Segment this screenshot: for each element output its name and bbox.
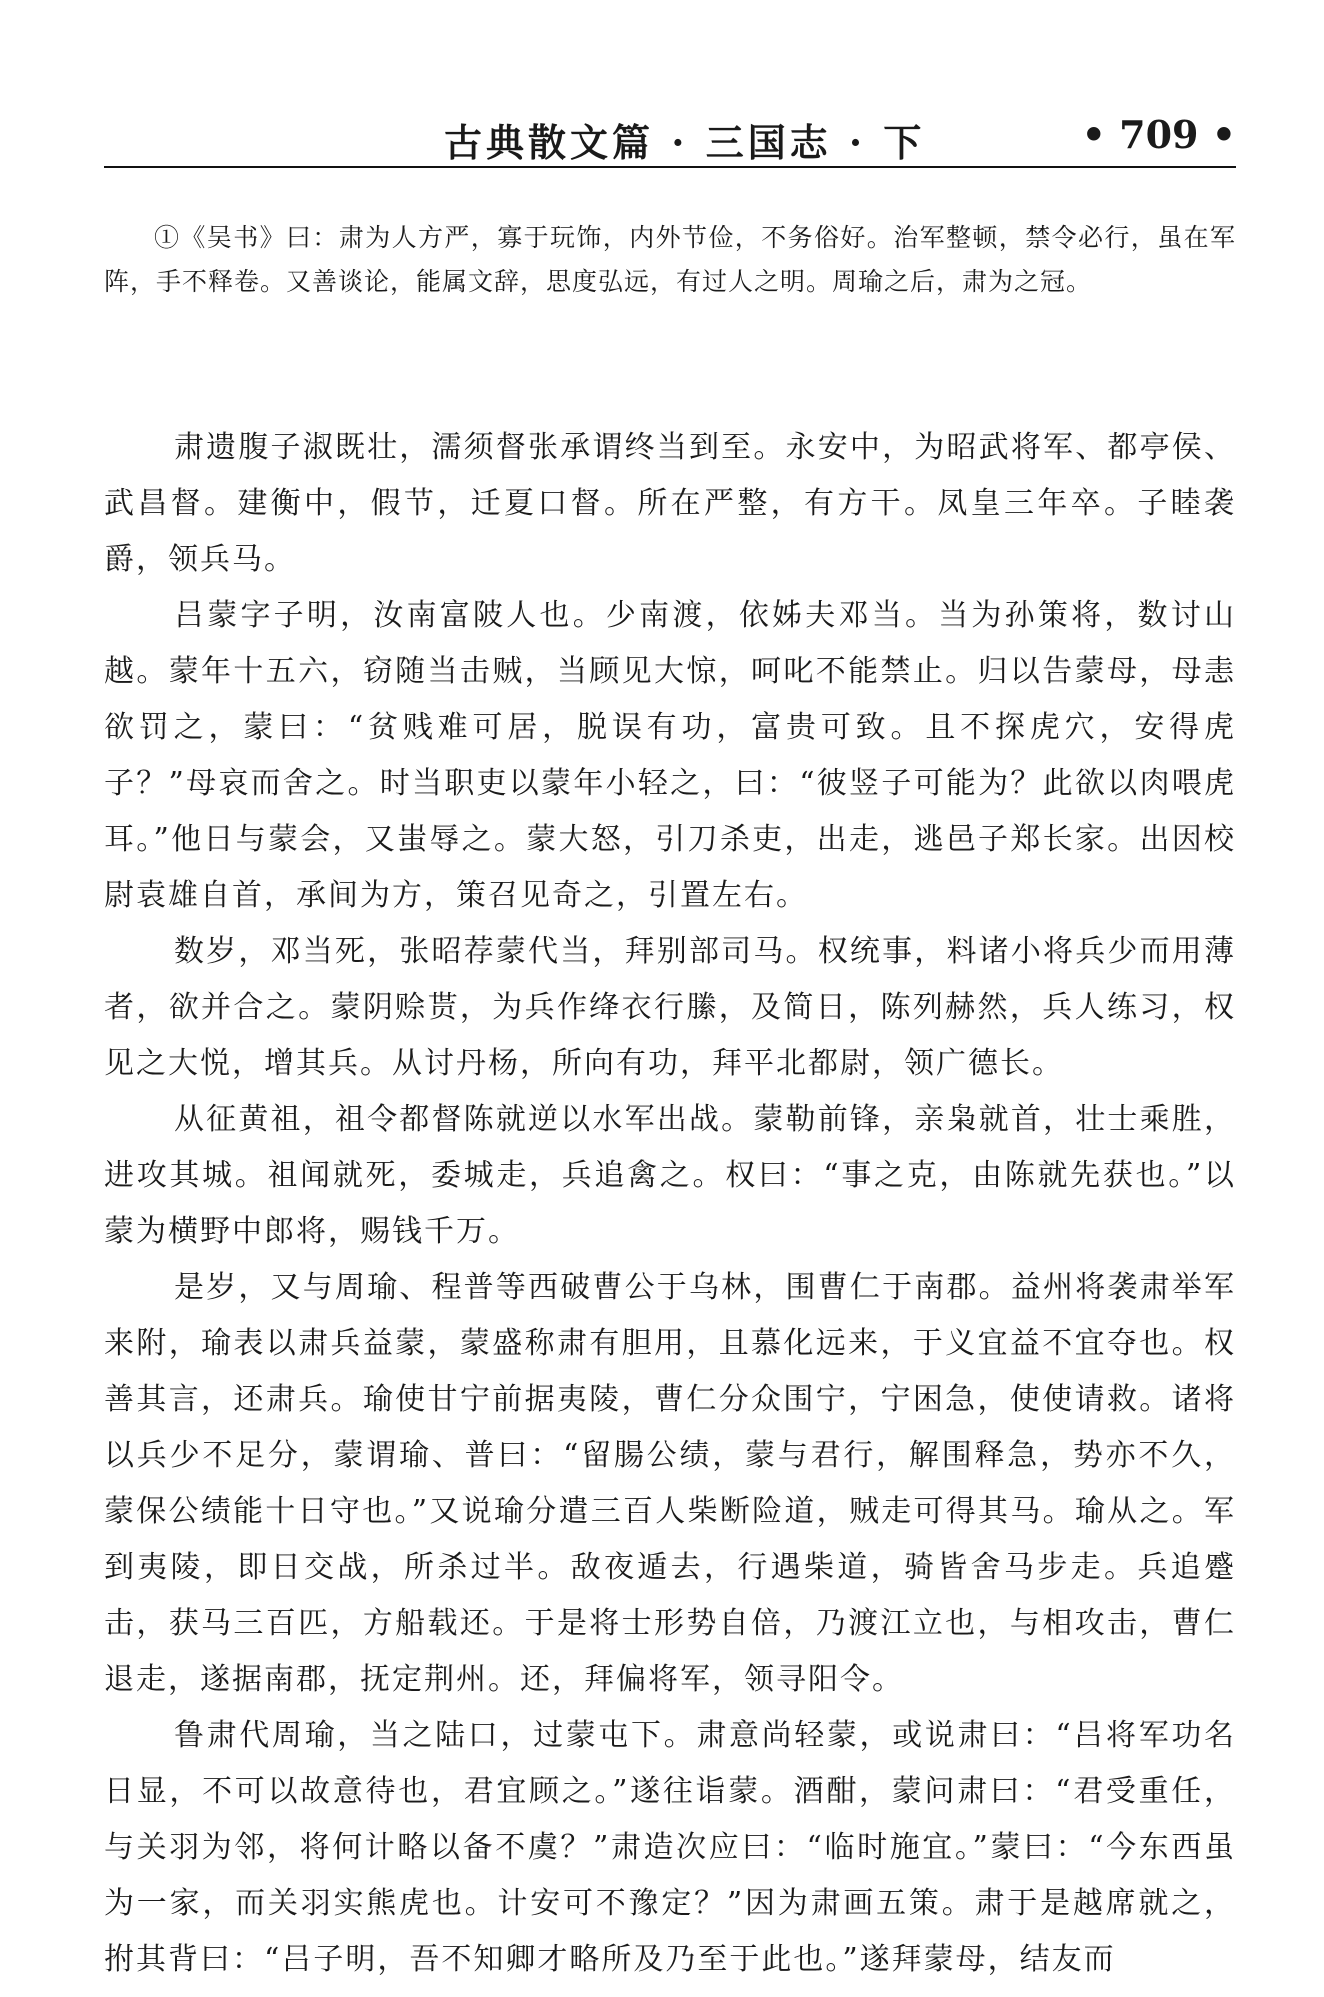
paragraph-2: 吕蒙字子明，汝南富陂人也。少南渡，依姊夫邓当。当为孙策将，数讨山越。蒙年十五六，窃随当击贼，当顾见大惊，呵叱不能禁止。归以告蒙母，母恚欲罚之，蒙曰：“贫贱难可居，脱误有功，富贵可致。且不探虎穴，安得虎子？”母哀而舍之。时当职吏以蒙年小轻之，曰：“彼竖子可能为？此欲以肉喂虎耳。”他日与蒙会，又蚩辱之。蒙大怒，引刀杀吏，出走，逃邑子郑长家。出因校尉袁雄自首，承间为方，策召见奇之，引置左右。 bbox=[104, 598, 1236, 913]
header-rule bbox=[104, 166, 1236, 168]
paragraph-6: 鲁肃代周瑜，当之陆口，过蒙屯下。肃意尚轻蒙，或说肃曰：“吕将军功名日显，不可以故意待也，君宜顾之。”遂往诣蒙。酒酣，蒙问肃曰：“君受重任，与关羽为邻，将何计略以备不虞？”肃造次应曰：“临时施宜。”蒙曰：“今东西虽为一家，而关羽实熊虎也。计安可不豫定？”因为肃画五策。肃于是越席就之，拊其背曰：“吕子明，吾不知卿才略所及乃至于此也。”遂拜蒙母，结友而 bbox=[104, 1718, 1236, 1977]
paragraph-5: 是岁，又与周瑜、程普等西破曹公于乌林，围曹仁于南郡。益州将袭肃举军来附，瑜表以肃兵益蒙，蒙盛称肃有胆用，且慕化远来，于义宜益不宜夺也。权善其言，还肃兵。瑜使甘宁前据夷陵，曹仁分众围宁，宁困急，使使请救。诸将以兵少不足分，蒙谓瑜、普曰：“留腸公绩，蒙与君行，解围释急，势亦不久，蒙保公绩能十日守也。”又说瑜分遣三百人柴断险道，贼走可得其马。瑜从之。军到夷陵，即日交战，所杀过半。敌夜遁去，行遇柴道，骑皆舍马步走。兵追蹙击，获马三百匹，方船载还。于是将士形势自倍，乃渡江立也，与相攻击，曹仁退走，遂据南郡，抚定荆州。还，拜偏将军，领寻阳令。 bbox=[104, 1270, 1236, 1697]
footnote: ①《吴书》曰：肃为人方严，寡于玩饰，内外节俭，不务俗好。治军整顿，禁令必行，虽在军阵，手不释卷。又善谈论，能属文辞，思度弘远，有过人之明。周瑜之后，肃为之冠。 bbox=[104, 223, 1236, 296]
main-text bbox=[104, 420, 1236, 1988]
paragraph-1: 肃遗腹子淑既壮，濡须督张承谓终当到至。永安中，为昭武将军、都亭侯、武昌督。建衡中，假节，迁夏口督。所在严整，有方干。凤皇三年卒。子睦袭爵，领兵马。 bbox=[104, 430, 1236, 577]
page-header bbox=[104, 98, 1236, 168]
running-title: 古典散文篇 · 三国志 · 下 bbox=[444, 120, 926, 165]
paragraph-4: 从征黄祖，祖令都督陈就逆以水军出战。蒙勒前锋，亲枭就首，壮士乘胜，进攻其城。祖闻就死，委城走，兵追禽之。权曰：“事之克，由陈就先获也。”以蒙为横野中郎将，赐钱千万。 bbox=[104, 1102, 1236, 1249]
page-number: • 709 • bbox=[1081, 112, 1236, 157]
paragraph-3: 数岁，邓当死，张昭荐蒙代当，拜别部司马。权统事，料诸小将兵少而用薄者，欲并合之。蒙阴赊贳，为兵作绛衣行縢，及简日，陈列赫然，兵人练习，权见之大悦，增其兵。从讨丹杨，所向有功，拜平北都尉，领广德长。 bbox=[104, 934, 1236, 1081]
